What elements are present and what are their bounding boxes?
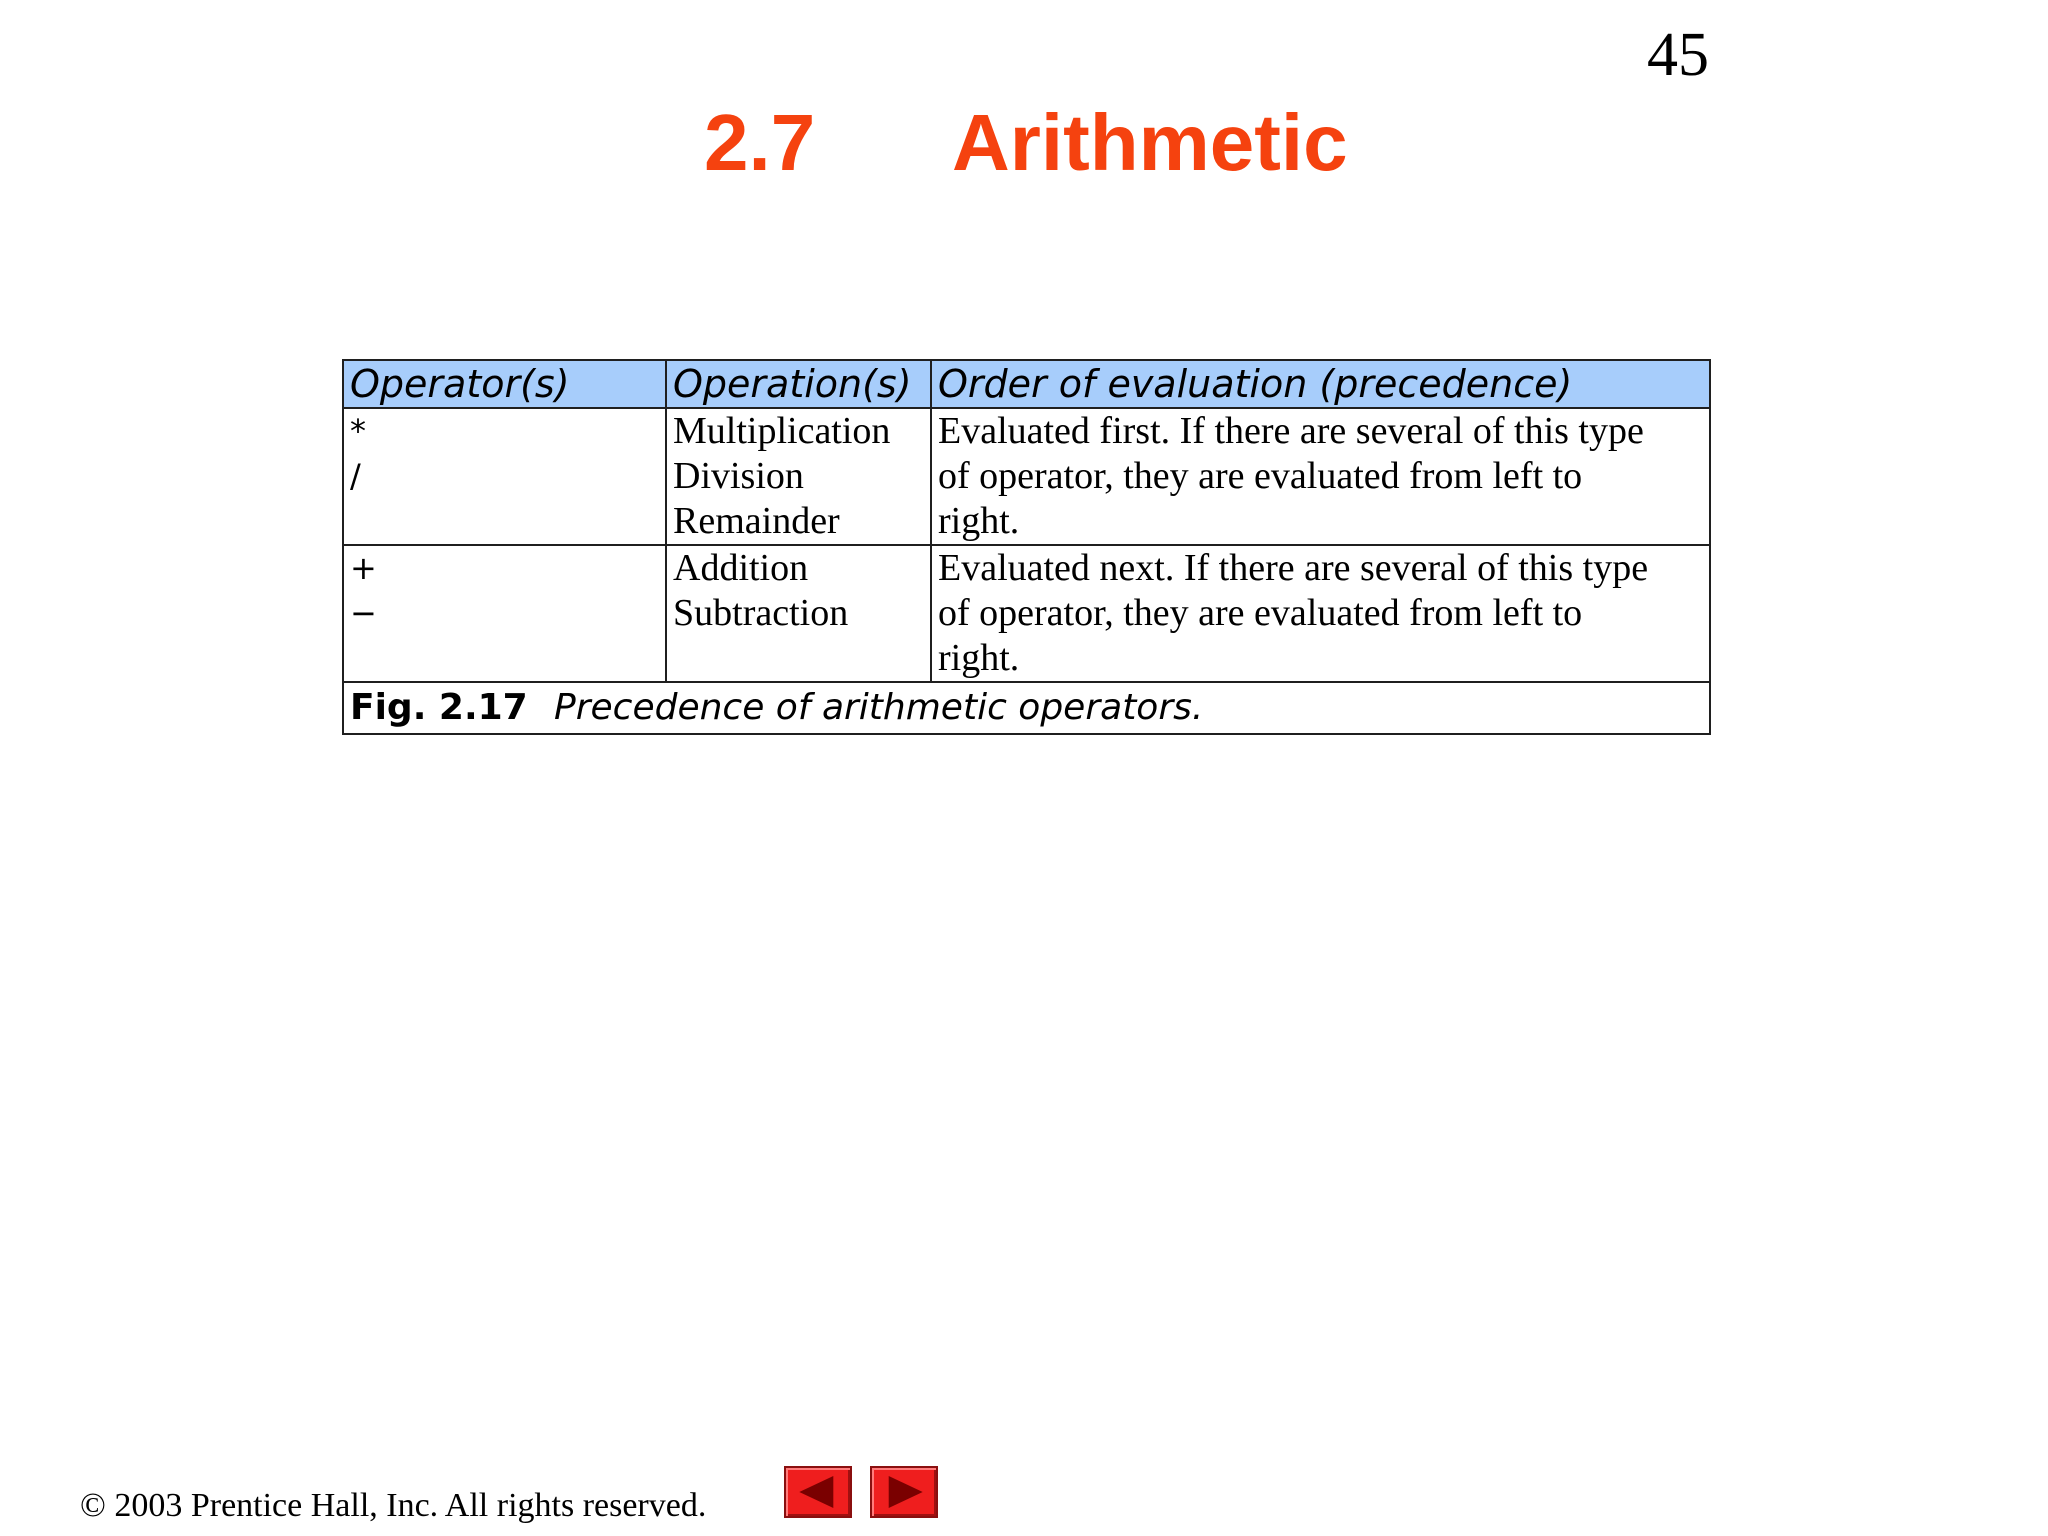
operator-plus: + [350, 549, 377, 587]
header-operations: Operation(s) [666, 360, 931, 408]
right-arrow-icon [889, 1476, 923, 1508]
order-line: right. [938, 637, 1020, 679]
operations-cell [666, 408, 931, 545]
operator-divide: / [350, 457, 361, 495]
copyright-notice: © 2003 Prentice Hall, Inc. All rights reserved. [80, 1487, 707, 1524]
operation-addition: Addition [673, 547, 809, 589]
figure-caption-text: Precedence of arithmetic operators. [554, 687, 1204, 728]
header-operators: Operator(s) [343, 360, 666, 408]
table-header-row [343, 360, 1710, 408]
table-row [343, 408, 1710, 545]
operators-cell [343, 408, 666, 545]
header-order: Order of evaluation (precedence) [931, 360, 1710, 408]
order-cell [931, 545, 1710, 682]
page-number: 45 [1647, 21, 1709, 89]
figure-caption [343, 682, 1710, 734]
operation-multiplication: Multiplication [673, 410, 891, 452]
table-row [343, 545, 1710, 682]
operation-subtraction: Subtraction [673, 592, 849, 634]
order-line: right. [938, 500, 1020, 542]
operation-division: Division [673, 455, 804, 497]
order-line: Evaluated next. If there are several of this type [938, 547, 1649, 589]
next-slide-button[interactable] [870, 1466, 938, 1518]
order-line: Evaluated first. If there are several of this type [938, 410, 1644, 452]
section-number: 2.7 [704, 98, 816, 187]
table-caption-row [343, 682, 1710, 734]
operations-cell [666, 545, 931, 682]
operation-remainder: Remainder [673, 500, 840, 542]
operators-cell [343, 545, 666, 682]
operator-minus: − [350, 594, 377, 632]
order-line: of operator, they are evaluated from left to [938, 455, 1583, 497]
figure-label: Fig. 2.17 [350, 687, 528, 728]
previous-slide-button[interactable] [784, 1466, 852, 1518]
slide-title [0, 98, 2048, 188]
precedence-table [342, 359, 1711, 735]
left-arrow-icon [799, 1476, 833, 1508]
operator-multiply: * [350, 412, 366, 450]
section-title: Arithmetic [952, 98, 1348, 187]
order-line: of operator, they are evaluated from left to [938, 592, 1583, 634]
order-cell [931, 408, 1710, 545]
